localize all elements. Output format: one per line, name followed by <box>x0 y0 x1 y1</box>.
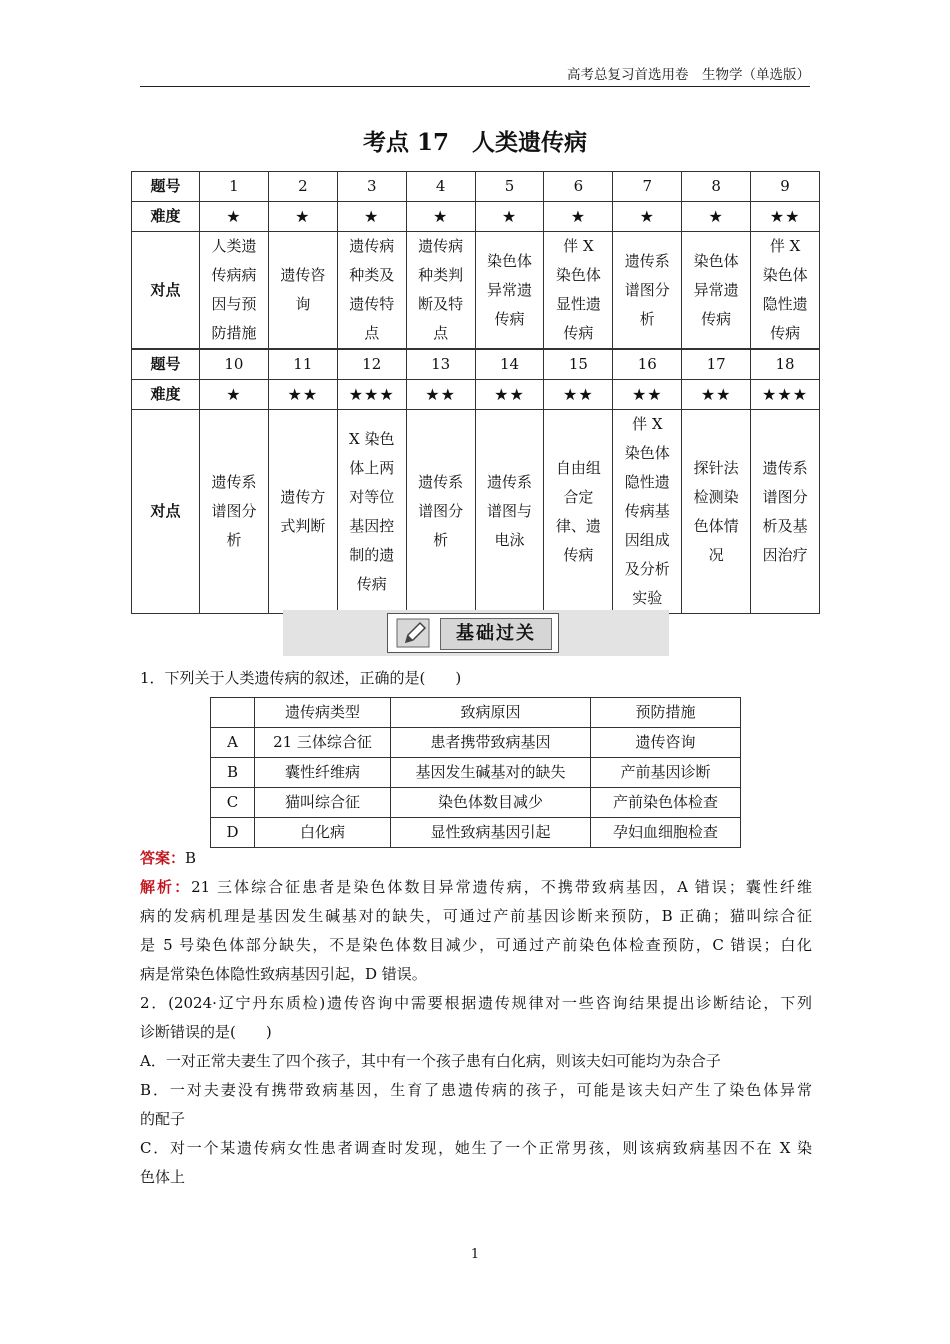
banner-title: 基础过关 <box>440 618 552 650</box>
topic-cell <box>475 410 544 614</box>
analysis-line: 病的发病机理是基因发生碱基对的缺失，可通过产前基因诊断来预防，B 正确；猫叫综合征 <box>140 907 812 925</box>
question-number-cell: 17 <box>682 349 751 380</box>
question-number-cell: 5 <box>475 172 544 202</box>
section-banner <box>283 610 669 656</box>
difficulty-stars: ★ <box>200 380 269 410</box>
column-header: 遗传病类型 <box>255 698 391 728</box>
analysis-label: 解析： <box>140 878 192 896</box>
topic-line: X 染色 <box>349 429 395 448</box>
topic-line: 谱图分 <box>762 487 808 506</box>
topic-cell <box>544 232 613 350</box>
topic-line: 遗传系 <box>762 458 808 477</box>
topic-line: 式判断 <box>280 516 326 535</box>
difficulty-stars: ★ <box>337 202 406 232</box>
difficulty-stars: ★★★ <box>751 380 820 410</box>
row-label: 对点 <box>132 232 200 350</box>
page-title: 考点 17 人类遗传病 <box>362 129 587 156</box>
difficulty-stars: ★ <box>682 202 751 232</box>
difficulty-stars: ★ <box>613 202 682 232</box>
topic-line: 传病 <box>494 309 525 328</box>
question-number-cell: 10 <box>200 349 269 380</box>
topic-line: 基因控 <box>349 516 395 535</box>
topic-line: 传病 <box>563 324 594 342</box>
difficulty-stars: ★★ <box>613 380 682 410</box>
table-row <box>211 728 741 758</box>
topic-line: 况 <box>708 545 724 564</box>
topic-cell <box>268 232 337 350</box>
difficulty-stars: ★★ <box>544 380 613 410</box>
topic-line: 自由组 <box>555 458 601 477</box>
table-cell: 基因发生碱基对的缺失 <box>391 758 591 788</box>
table-cell: 遗传咨询 <box>591 728 741 758</box>
topic-line: 遗传系 <box>487 473 533 491</box>
difficulty-stars: ★★ <box>751 202 820 232</box>
topic-cell <box>268 410 337 614</box>
topic-line: 电泳 <box>494 531 525 549</box>
analysis-line: 是 5 号染色体部分缺失，不是染色体数目减少，可通过产前染色体检查预防，C 错误；白化 <box>140 936 812 954</box>
table-cell: D <box>211 818 255 848</box>
topic-line: 染色体 <box>624 444 670 462</box>
topic-line: 探针法 <box>693 458 739 477</box>
topic-cell <box>682 410 751 614</box>
option-c-cont: 色体上 <box>140 1168 186 1186</box>
option-b-cont: 的配子 <box>140 1110 186 1128</box>
question-number-cell: 2 <box>268 172 337 202</box>
topic-line: 析 <box>226 531 242 549</box>
question-number-cell: 15 <box>544 349 613 380</box>
column-header: 致病原因 <box>391 698 591 728</box>
topic-cell <box>544 410 613 614</box>
difficulty-stars: ★★ <box>268 380 337 410</box>
page-number: 1 <box>470 1247 480 1262</box>
topic-cell <box>200 232 269 350</box>
topic-line: 及分析 <box>624 560 670 578</box>
question-2-stem-line: 2．(2024·辽宁丹东质检)遗传咨询中需要根据遗传规律对一些咨询结果提出诊断结论，下列 <box>140 994 812 1012</box>
question-number-cell: 18 <box>751 349 820 380</box>
table-cell: 患者携带致病基因 <box>391 728 591 758</box>
question-number-cell: 13 <box>406 349 475 380</box>
table-cell: 孕妇血细胞检查 <box>591 818 741 848</box>
difficulty-row <box>132 202 820 232</box>
analysis-line: 病是常染色体隐性致病基因引起，D 错误。 <box>140 965 427 983</box>
option-table-header <box>211 698 741 728</box>
topic-line: 析及基 <box>762 516 808 535</box>
pencil-icon <box>396 618 430 648</box>
topic-cell <box>337 410 406 614</box>
topic-line: 异常遗 <box>487 280 533 299</box>
question-number-cell: 14 <box>475 349 544 380</box>
topic-line: 遗传系 <box>624 251 670 270</box>
topic-line: 遗传系 <box>418 473 464 491</box>
difficulty-stars: ★ <box>544 202 613 232</box>
topic-line: 染色体 <box>762 266 808 284</box>
topic-line: 谱图分 <box>624 280 670 299</box>
topic-line: 对等位 <box>349 487 395 506</box>
question-2-stem-line: 诊断错误的是( ) <box>140 1023 272 1041</box>
option-a: A．一对正常夫妻生了四个孩子，其中有一个孩子患有白化病，则该夫妇可能均为杂合子 <box>140 1052 721 1070</box>
question-number-cell: 4 <box>406 172 475 202</box>
question-number-cell: 8 <box>682 172 751 202</box>
topic-line: 传病病 <box>211 266 257 284</box>
answer-value: B <box>185 849 197 867</box>
question-number-cell: 7 <box>613 172 682 202</box>
question-number-cell: 1 <box>200 172 269 202</box>
question-number-cell: 12 <box>337 349 406 380</box>
topic-line: 遗传咨 <box>280 266 326 284</box>
topic-line: 传病 <box>563 545 594 564</box>
option-b: B．一对夫妻没有携带致病基因，生育了患遗传病的孩子，可能是该夫妇产生了染色体异常 <box>140 1081 812 1099</box>
column-header: 预防措施 <box>591 698 741 728</box>
topic-line: 因治疗 <box>762 545 808 564</box>
table-cell: A <box>211 728 255 758</box>
topic-line: 防措施 <box>211 324 257 342</box>
topic-line: 显性遗 <box>555 295 601 313</box>
topic-cell <box>613 232 682 350</box>
topic-line: 体上两 <box>349 458 395 477</box>
topic-line: 种类及 <box>349 266 395 284</box>
topic-line: 遗传方 <box>280 487 326 506</box>
topic-line: 色体情 <box>693 516 739 535</box>
topic-line: 谱图分 <box>211 502 257 520</box>
difficulty-row <box>132 380 820 410</box>
topic-cell <box>613 410 682 614</box>
difficulty-stars: ★ <box>268 202 337 232</box>
question-number-cell: 11 <box>268 349 337 380</box>
topic-cell <box>682 232 751 350</box>
topic-line: 染色体 <box>555 266 601 284</box>
topic-line: 传病 <box>701 309 732 328</box>
difficulty-stars: ★★ <box>475 380 544 410</box>
topic-line: 因组成 <box>624 531 670 549</box>
table-cell: 产前基因诊断 <box>591 758 741 788</box>
table-cell: C <box>211 788 255 818</box>
table-row <box>211 788 741 818</box>
question-1-stem: 1．下列关于人类遗传病的叙述，正确的是( ) <box>140 669 462 687</box>
topic-line: 实验 <box>632 589 663 607</box>
topic-line: 合定 <box>563 487 594 506</box>
topic-line: 异常遗 <box>693 280 739 299</box>
table-cell: 囊性纤维病 <box>255 758 391 788</box>
analysis-line: 解析：21 三体综合征患者是染色体数目异常遗传病，不携带致病基因，A 错误；囊性纤维 <box>140 878 812 896</box>
difficulty-stars: ★★ <box>682 380 751 410</box>
topic-line: 传病 <box>770 324 801 342</box>
difficulty-stars: ★★ <box>406 380 475 410</box>
row-label: 题号 <box>132 349 200 380</box>
table-cell: 猫叫综合征 <box>255 788 391 818</box>
topic-line: 染色体 <box>487 251 533 270</box>
question-1-analysis <box>140 873 812 989</box>
question-number-cell: 9 <box>751 172 820 202</box>
table-row <box>211 758 741 788</box>
question-number-row <box>132 349 820 380</box>
row-label: 对点 <box>132 410 200 614</box>
topic-line: 遗传病 <box>418 237 464 255</box>
table-row <box>211 818 741 848</box>
topic-line: 染色体 <box>693 251 739 270</box>
question-1-table <box>210 697 741 848</box>
topic-cell <box>406 232 475 350</box>
topic-row <box>132 232 820 350</box>
topic-cell <box>200 410 269 614</box>
table-cell: B <box>211 758 255 788</box>
topic-cell <box>751 232 820 350</box>
question-1-answer <box>140 844 812 873</box>
option-c: C．对一个某遗传病女性患者调查时发现，她生了一个正常男孩，则该病致病基因不在 X 染 <box>140 1139 812 1157</box>
topic-line: 检测染 <box>693 487 739 506</box>
table-cell: 产前染色体检查 <box>591 788 741 818</box>
topic-line: 析 <box>433 531 449 549</box>
table-cell: 白化病 <box>255 818 391 848</box>
banner-frame <box>387 613 559 653</box>
question-number-cell: 3 <box>337 172 406 202</box>
difficulty-table <box>131 171 820 614</box>
topic-line: 点 <box>364 324 380 342</box>
topic-line: 律、遗 <box>555 516 601 535</box>
topic-line: 遗传病 <box>349 237 395 255</box>
topic-line: 谱图分 <box>418 502 464 520</box>
topic-line: 断及特 <box>418 295 464 313</box>
topic-line: 隐性遗 <box>762 295 808 313</box>
table-cell: 显性致病基因引起 <box>391 818 591 848</box>
topic-cell <box>475 232 544 350</box>
topic-line: 伴 X <box>769 237 801 255</box>
question-number-cell: 6 <box>544 172 613 202</box>
table-cell: 染色体数目减少 <box>391 788 591 818</box>
topic-cell <box>337 232 406 350</box>
topic-line: 伴 X <box>563 237 594 255</box>
topic-line: 传病基 <box>624 502 670 520</box>
answer-label: 答案： <box>140 849 186 867</box>
topic-line: 谱图与 <box>487 502 533 520</box>
topic-cell <box>751 410 820 614</box>
row-label: 难度 <box>132 202 200 232</box>
topic-line: 遗传系 <box>211 473 257 491</box>
question-number-row <box>132 172 820 202</box>
topic-line: 人类遗 <box>211 237 257 255</box>
topic-line: 隐性遗 <box>624 473 670 491</box>
row-label: 难度 <box>132 380 200 410</box>
question-number-cell: 16 <box>613 349 682 380</box>
difficulty-stars: ★ <box>406 202 475 232</box>
topic-line: 制的遗 <box>349 545 395 564</box>
topic-line: 析 <box>639 309 655 328</box>
topic-row <box>132 410 820 614</box>
topic-line: 询 <box>295 295 311 313</box>
topic-line: 点 <box>433 324 449 342</box>
table-cell: 21 三体综合征 <box>255 728 391 758</box>
column-header <box>211 698 255 728</box>
topic-line: 伴 X <box>632 415 663 433</box>
difficulty-stars: ★ <box>200 202 269 232</box>
row-label: 题号 <box>132 172 200 202</box>
topic-cell <box>406 410 475 614</box>
running-header: 高考总复习首选用卷 生物学（单选版） <box>140 66 810 87</box>
topic-line: 遗传特 <box>349 295 395 313</box>
difficulty-stars: ★★★ <box>337 380 406 410</box>
question-2 <box>140 989 812 1192</box>
difficulty-stars: ★ <box>475 202 544 232</box>
topic-line: 因与预 <box>211 295 257 313</box>
topic-line: 传病 <box>356 574 387 593</box>
topic-line: 种类判 <box>418 266 464 284</box>
